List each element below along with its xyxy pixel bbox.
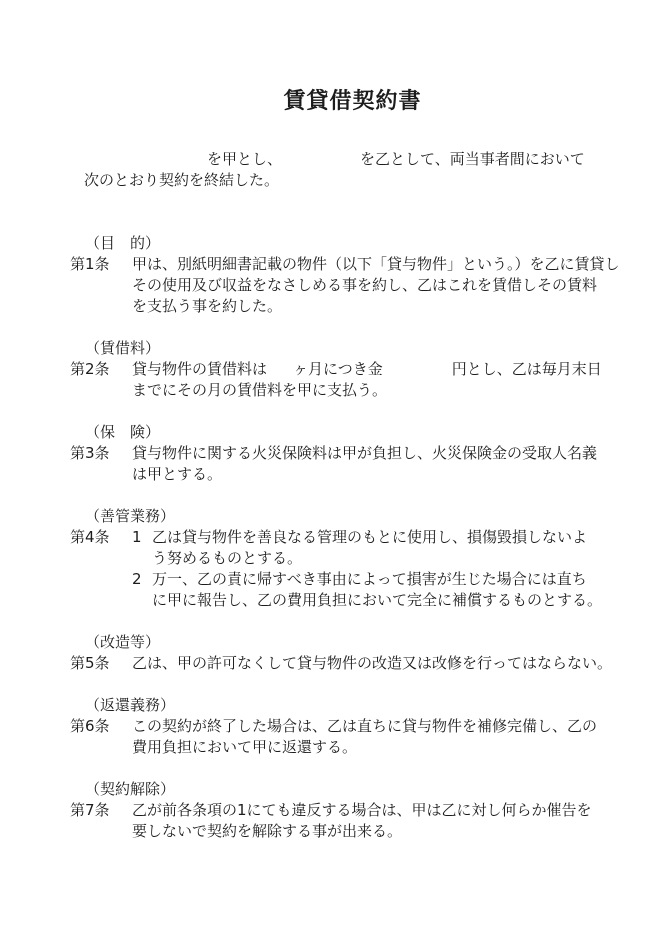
article-line: 万一、乙の責に帰すべき事由によって損害が生じた場合には直ち bbox=[152, 570, 587, 588]
article-number: 第5条 bbox=[70, 654, 110, 672]
article-text: 円とし、乙は毎月末日 bbox=[451, 360, 602, 378]
indent-spacer bbox=[70, 296, 132, 317]
article-line-row bbox=[70, 716, 635, 737]
article-line-row bbox=[70, 569, 635, 590]
article-line-row bbox=[70, 464, 635, 485]
article-line-row bbox=[70, 737, 635, 758]
article-number: 第2条 bbox=[70, 360, 110, 378]
article-line-row bbox=[70, 653, 635, 674]
article-line bbox=[132, 359, 602, 380]
article-heading: （善管業務） bbox=[85, 507, 176, 525]
article-line-row bbox=[70, 275, 635, 296]
article-line-row bbox=[70, 359, 635, 380]
article-line: に甲に報告し、乙の費用負担において完全に補償するものとする。 bbox=[152, 591, 603, 609]
article-line-row bbox=[70, 548, 635, 569]
article-1 bbox=[70, 233, 635, 317]
indent-spacer bbox=[70, 821, 132, 842]
article-line-row bbox=[70, 527, 635, 548]
article-number: 第4条 bbox=[70, 528, 110, 546]
item-number: 1 bbox=[132, 528, 142, 546]
indent-spacer bbox=[70, 380, 132, 401]
preamble-text: を甲とし、 bbox=[207, 150, 283, 168]
indent-spacer bbox=[132, 590, 152, 611]
article-number: 第6条 bbox=[70, 717, 110, 735]
preamble-line-1 bbox=[70, 149, 635, 170]
article-line-row bbox=[70, 254, 635, 275]
indent-spacer bbox=[132, 548, 152, 569]
item-number: 2 bbox=[132, 570, 142, 588]
article-line: 乙は貸与物件を善良なる管理のもとに使用し、損傷毀損しないよ bbox=[152, 528, 588, 546]
blank-lessee-name-field bbox=[282, 163, 360, 164]
article-line-row bbox=[70, 590, 635, 611]
article-line: その使用及び収益をなさしめる事を約し、乙はこれを賃借しその賃料 bbox=[132, 276, 598, 294]
article-line: う努めるものとする。 bbox=[152, 549, 303, 567]
article-heading: （賃借料） bbox=[85, 339, 161, 357]
article-line-row bbox=[70, 821, 635, 842]
article-line: は甲とする。 bbox=[132, 465, 223, 483]
article-3 bbox=[70, 422, 635, 485]
article-line-row bbox=[70, 296, 635, 317]
article-line-row bbox=[70, 443, 635, 464]
article-heading: （目 的） bbox=[85, 234, 161, 252]
article-text: 貸与物件の賃借料は bbox=[132, 360, 268, 378]
preamble bbox=[70, 149, 635, 191]
article-line: 乙は、甲の許可なくして貸与物件の改造又は改修を行ってはならない。 bbox=[132, 654, 613, 672]
preamble-line-2: 次のとおり契約を終結した。 bbox=[84, 171, 280, 189]
blank-months-field bbox=[267, 373, 293, 374]
article-heading: （改造等） bbox=[85, 633, 161, 651]
article-number: 第3条 bbox=[70, 444, 110, 462]
article-5 bbox=[70, 632, 635, 674]
article-7 bbox=[70, 779, 635, 842]
article-6 bbox=[70, 695, 635, 758]
article-line-row bbox=[70, 800, 635, 821]
article-heading: （保 険） bbox=[85, 423, 161, 441]
indent-spacer bbox=[70, 464, 132, 485]
article-2 bbox=[70, 338, 635, 401]
document-title: 賃貸借契約書 bbox=[283, 89, 422, 114]
blank-amount-field bbox=[383, 373, 452, 374]
article-line: 甲は、別紙明細書記載の物件（以下「貸与物件」という。）を乙に賃貸し bbox=[132, 255, 620, 273]
article-heading: （返還義務） bbox=[85, 696, 176, 714]
article-line: 貸与物件に関する火災保険料は甲が負担し、火災保険金の受取人名義 bbox=[132, 444, 598, 462]
article-line: 費用負担において甲に返還する。 bbox=[132, 738, 358, 756]
article-heading: （契約解除） bbox=[85, 780, 176, 798]
article-4 bbox=[70, 506, 635, 611]
indent-spacer bbox=[70, 737, 132, 758]
indent-spacer bbox=[70, 548, 132, 569]
preamble-text: を乙として、両当事者間において bbox=[360, 150, 585, 168]
indent-spacer bbox=[70, 275, 132, 296]
article-line: までにその月の賃借料を甲に支払う。 bbox=[132, 381, 388, 399]
article-line: を支払う事を約した。 bbox=[132, 297, 283, 315]
article-number: 第7条 bbox=[70, 801, 110, 819]
article-text: ヶ月につき金 bbox=[293, 360, 383, 378]
article-line-row bbox=[70, 380, 635, 401]
article-line: 要しないで契約を解除する事が出来る。 bbox=[132, 822, 403, 840]
article-number: 第1条 bbox=[70, 255, 110, 273]
indent-spacer bbox=[70, 590, 132, 611]
article-line: この契約が終了した場合は、乙は直ちに貸与物件を補修完備し、乙の bbox=[132, 717, 598, 735]
blank-lessor-name-field bbox=[70, 163, 207, 164]
indent-spacer bbox=[70, 569, 132, 590]
article-line: 乙が前各条項の1にても違反する場合は、甲は乙に対し何らか催告を bbox=[132, 801, 592, 819]
